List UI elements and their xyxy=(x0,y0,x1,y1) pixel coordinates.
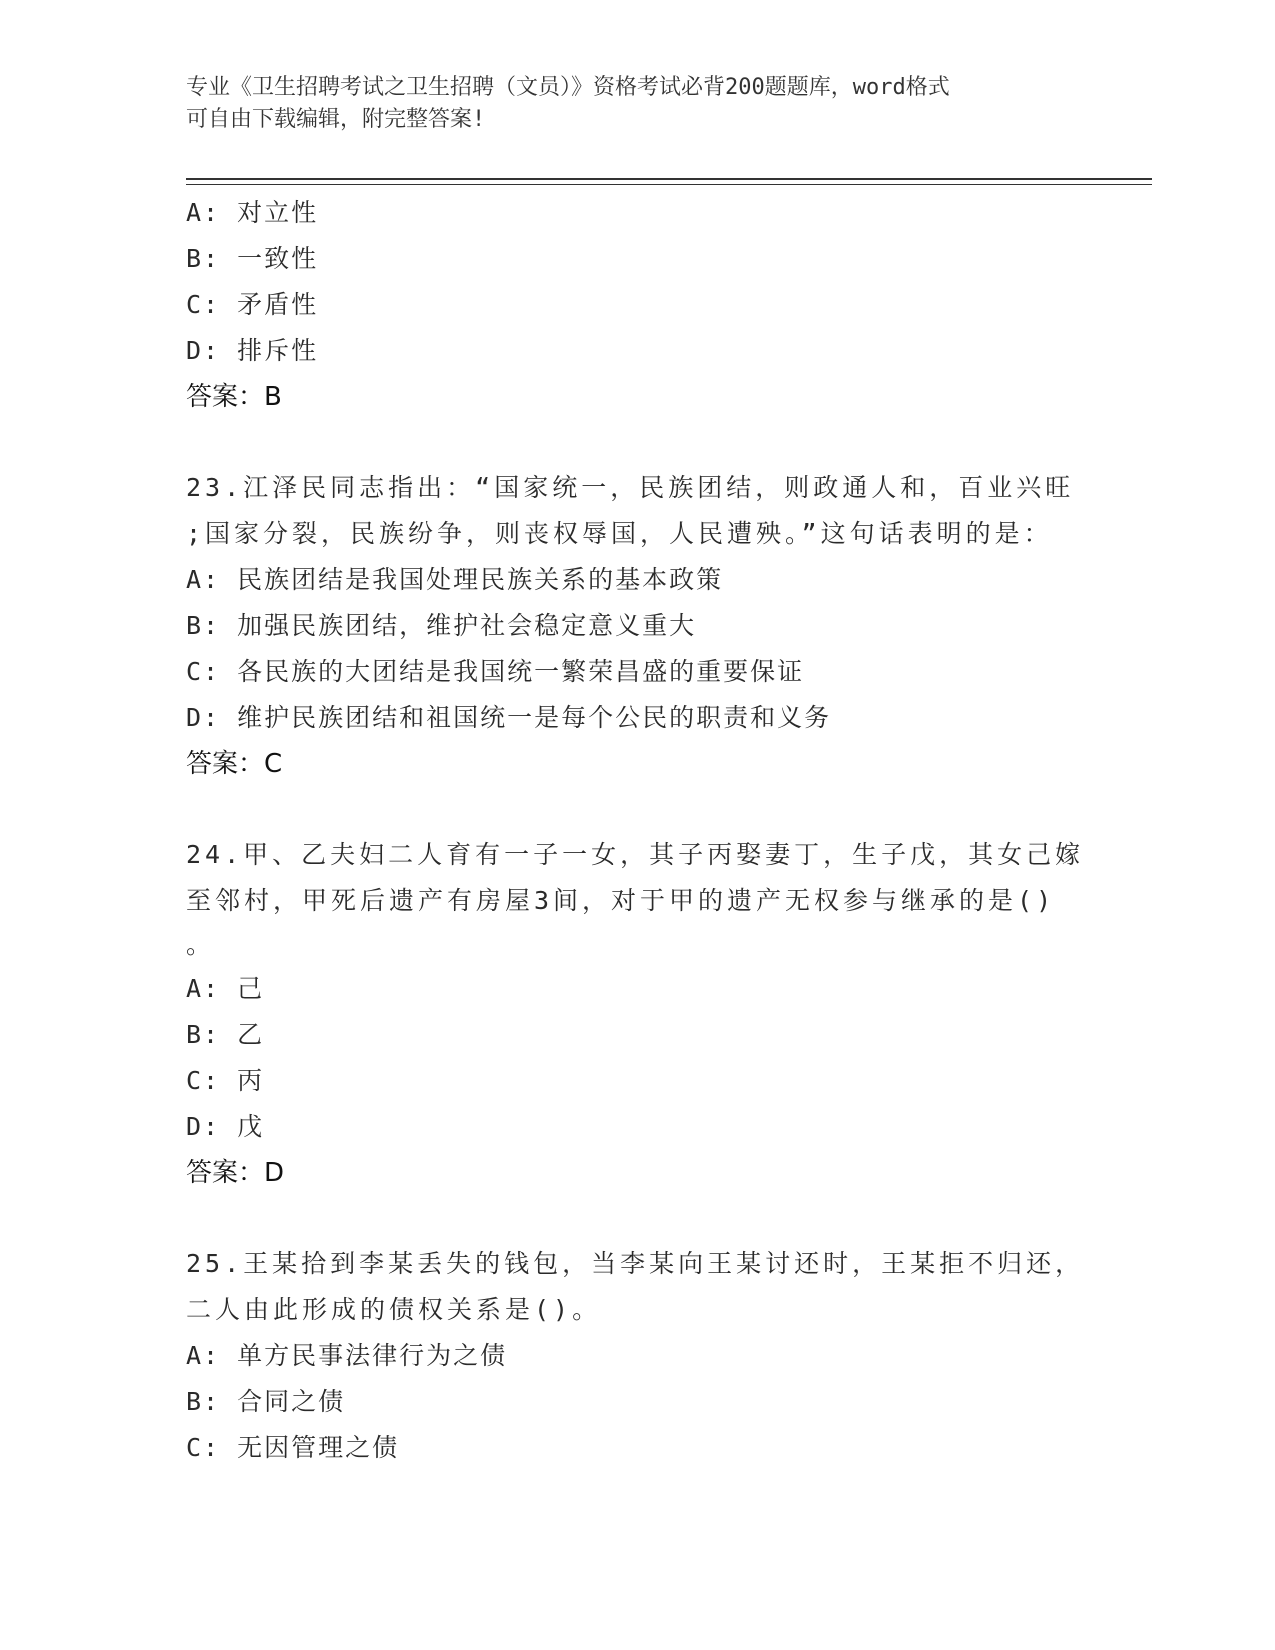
question-text-line: ;国家分裂，民族纷争，则丧权辱国，人民遭殃。”这句话表明的是： xyxy=(186,519,1053,548)
answer-line: 答案：B xyxy=(186,382,282,412)
option-a: A: 民族团结是我国处理民族关系的基本政策 xyxy=(186,565,724,594)
spacer xyxy=(186,1196,1126,1241)
answer-line: 答案：C xyxy=(186,749,283,779)
answer-line: 答案：D xyxy=(186,1158,285,1188)
spacer xyxy=(186,787,1126,832)
option-d: D: 维护民族团结和祖国统一是每个公民的职责和义务 xyxy=(186,703,832,732)
question-text-line: 24.甲、乙夫妇二人育有一子一女，其子丙娶妻丁，生子戊，其女己嫁 xyxy=(186,840,1085,869)
header-rule-thick xyxy=(186,178,1152,180)
question-24 xyxy=(186,832,1126,1196)
option-d: D: 排斥性 xyxy=(186,336,319,365)
option-a: A: 对立性 xyxy=(186,198,319,227)
option-b: B: 乙 xyxy=(186,1020,265,1049)
option-c: C: 无因管理之债 xyxy=(186,1433,400,1462)
option-a: A: 己 xyxy=(186,974,265,1003)
spacer xyxy=(186,420,1126,465)
question-text-line: 二人由此形成的债权关系是()。 xyxy=(186,1295,602,1324)
question-23 xyxy=(186,465,1126,787)
option-b: B: 一致性 xyxy=(186,244,319,273)
question-text-line: 至邻村，甲死后遗产有房屋3间，对于甲的遗产无权参与继承的是() xyxy=(186,886,1056,915)
document-header xyxy=(186,72,1086,136)
option-c: C: 丙 xyxy=(186,1066,265,1095)
header-rule-thin xyxy=(186,184,1152,185)
question-text-line: 23.江泽民同志指出：“国家统一，民族团结，则政通人和，百业兴旺 xyxy=(186,473,1075,502)
option-c: C: 矛盾性 xyxy=(186,290,319,319)
option-b: B: 合同之债 xyxy=(186,1387,346,1416)
option-c: C: 各民族的大团结是我国统一繁荣昌盛的重要保证 xyxy=(186,657,805,686)
option-b: B: 加强民族团结，维护社会稳定意义重大 xyxy=(186,611,697,640)
question-text-line: 。 xyxy=(186,930,216,959)
question-text-line: 25.王某拾到李某丢失的钱包，当李某向王某讨还时，王某拒不归还， xyxy=(186,1249,1085,1278)
header-line-1: 专业《卫生招聘考试之卫生招聘（文员）》资格考试必背200题题库，word格式 xyxy=(186,75,950,100)
option-a: A: 单方民事法律行为之债 xyxy=(186,1341,508,1370)
question-25 xyxy=(186,1241,1126,1471)
question-list xyxy=(186,190,1126,1471)
option-d: D: 戊 xyxy=(186,1112,265,1141)
question-22 xyxy=(186,190,1126,420)
header-line-2: 可自由下载编辑，附完整答案! xyxy=(186,107,486,132)
